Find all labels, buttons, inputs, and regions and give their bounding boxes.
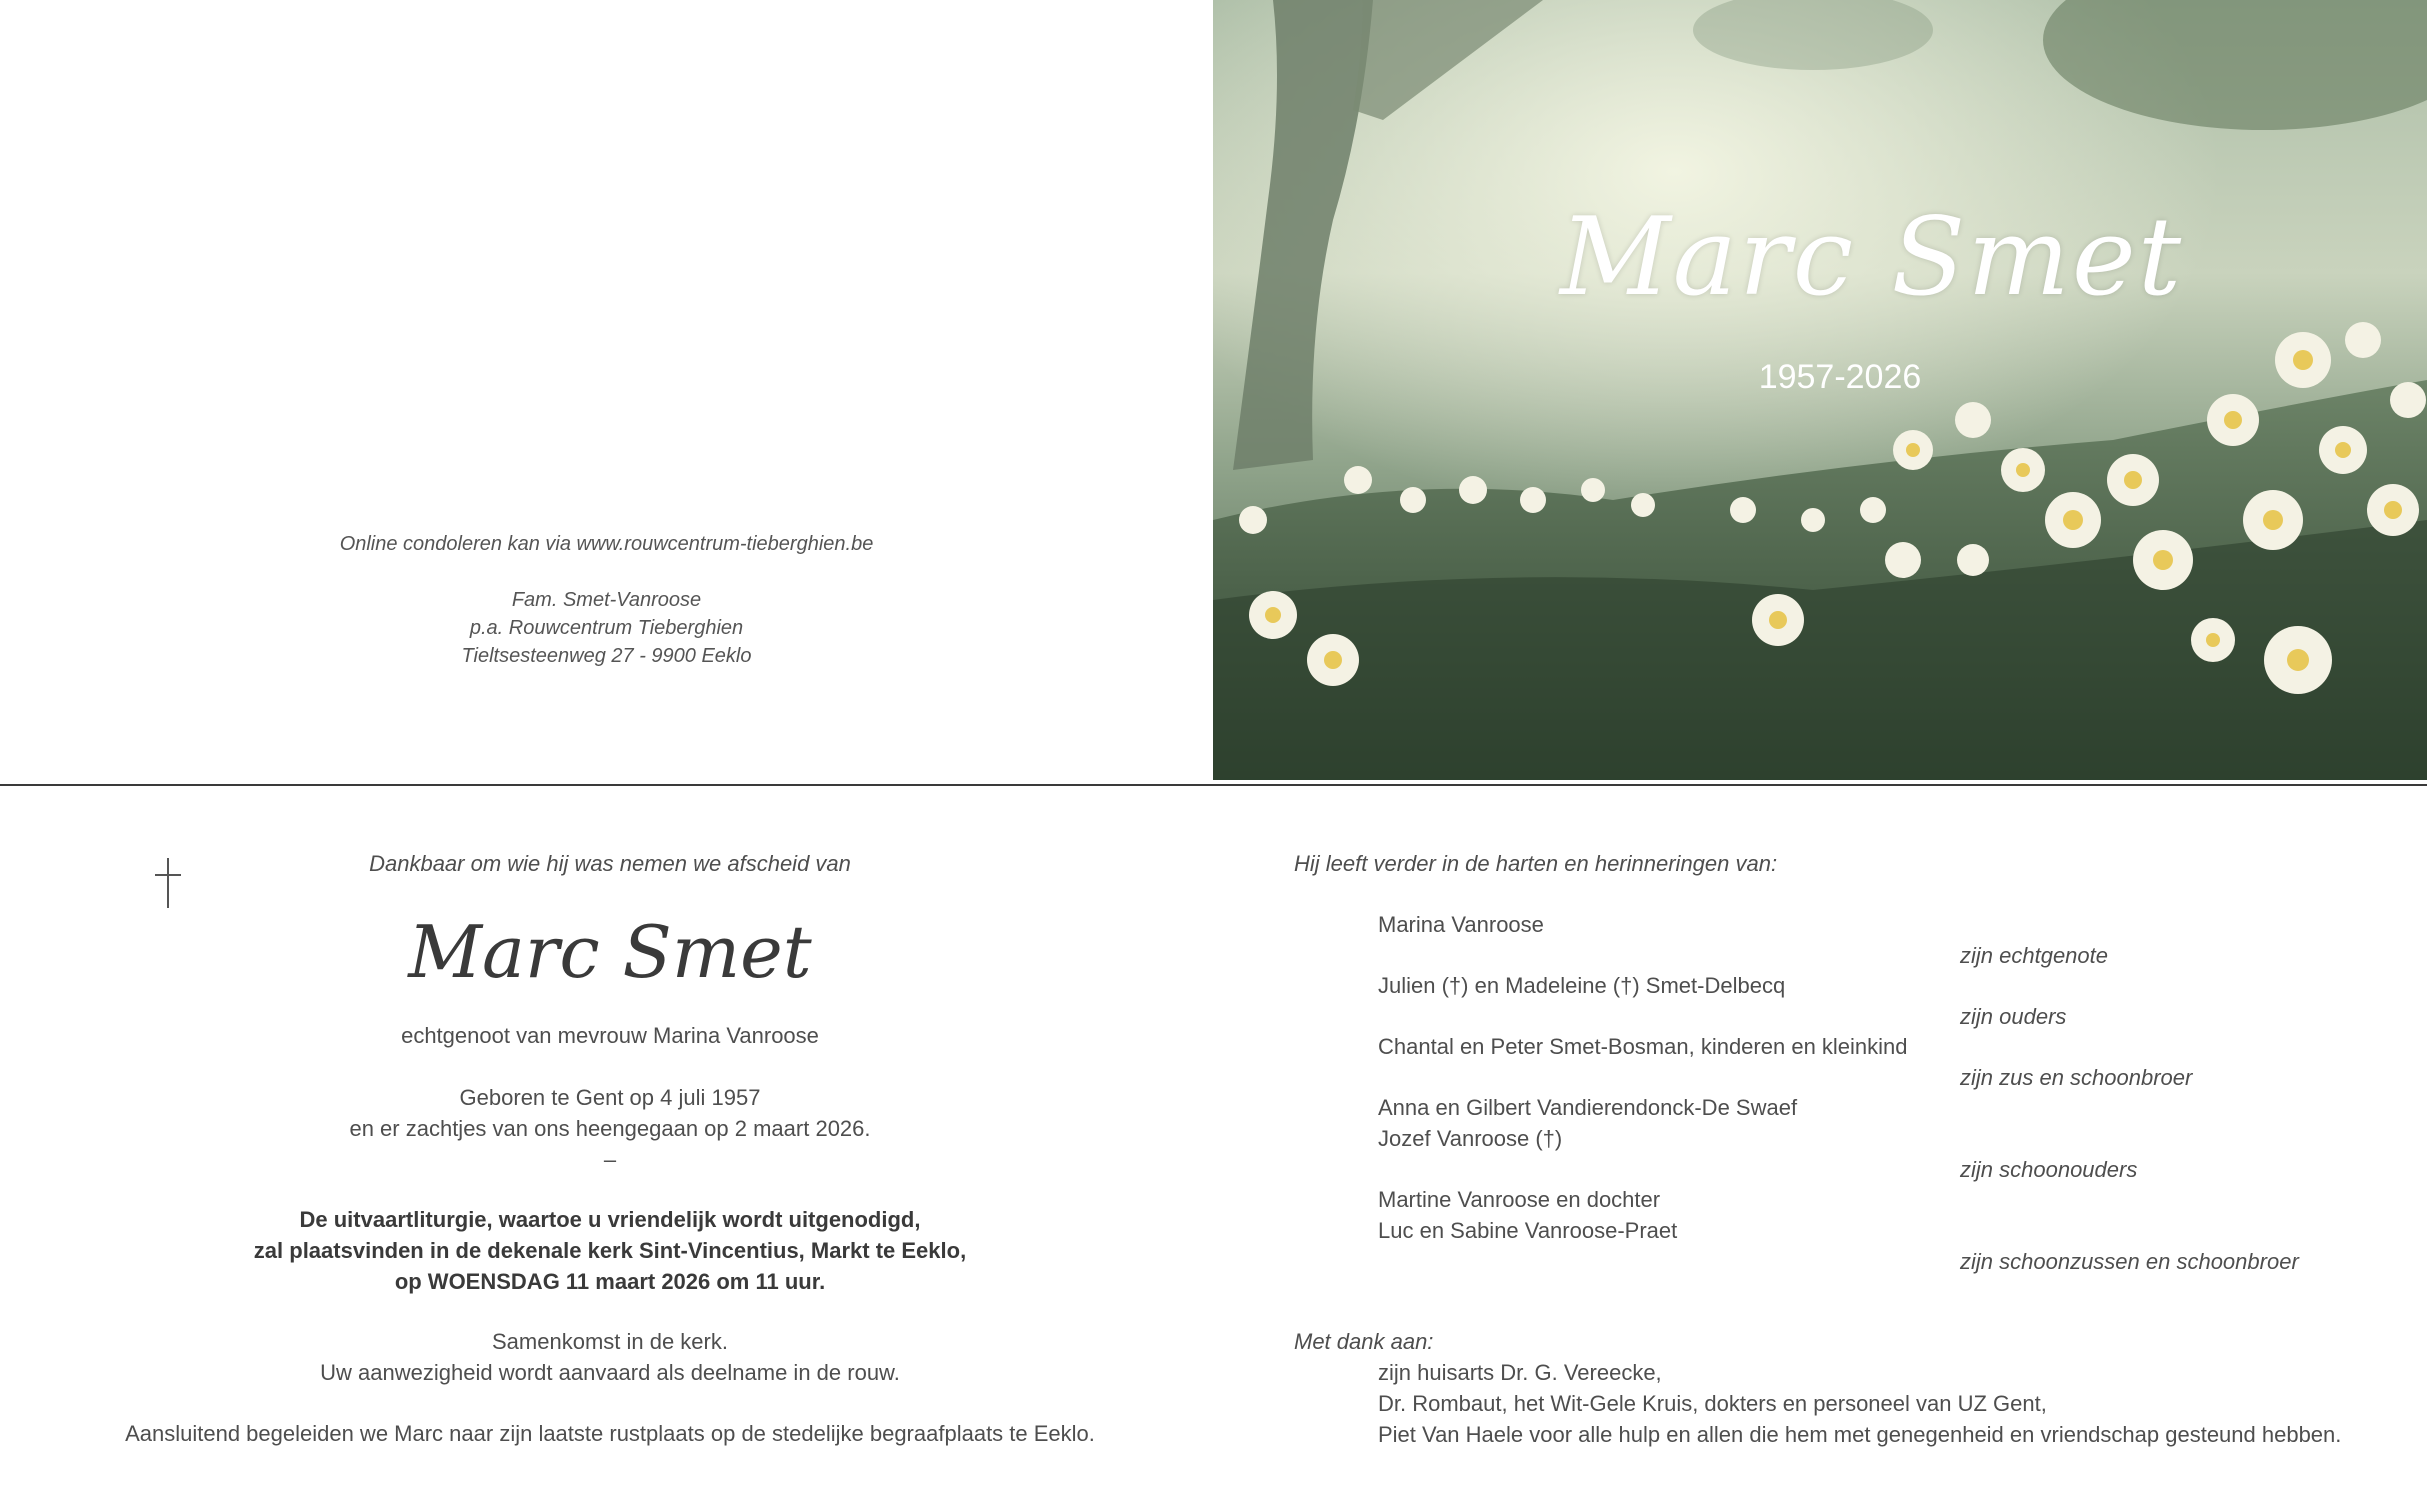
thanks-list [1378,1357,2341,1450]
remembrance-intro: Hij leeft verder in de harten en herinneringen van: [1294,851,1778,876]
contact-block [0,530,1213,670]
spouse-line: echtgenoot van mevrouw Marina Vanroose [401,1023,819,1048]
burial-line: Aansluitend begeleiden we Marc naar zijn laatste rustplaats op de stedelijke begraafplaats te Eeklo. [125,1421,1095,1446]
relation-label: zijn schoonouders [1960,1157,2138,1182]
intro-text: Dankbaar om wie hij was nemen we afscheid van [369,851,851,876]
address-line: Fam. Smet-Vanroose [511,589,702,611]
relation-label: zijn zus en schoonbroer [1960,1065,2193,1090]
life-details [0,1020,1220,1175]
service-line: De uitvaartliturgie, waartoe u vriendelijk wordt uitgenodigd, [299,1207,921,1232]
cover-years: 1957-2026 [1758,358,1922,396]
fold-divider [0,784,2427,786]
family-name: Chantal en Peter Smet-Bosman, kinderen en kleinkind [1378,1034,1908,1059]
family-name: Jozef Vanroose (†) [1378,1126,1563,1151]
thanks-line: Dr. Rombaut, het Wit-Gele Kruis, dokters en personeel van UZ Gent, [1378,1391,2047,1416]
condolence-line: Online condoleren kan via www.rouwcentrum-tieberghien.be [339,533,874,555]
gathering-line: Samenkomst in de kerk. [492,1329,728,1354]
service-line: zal plaatsvinden in de dekenale kerk Sint-Vincentius, Markt te Eeklo, [253,1238,967,1263]
separator-dash: – [603,1147,617,1172]
thanks-title: Met dank aan: [1294,1329,1434,1354]
cover-name: Marc Smet [1560,195,2184,320]
death-line: en er zachtjes van ons heengegaan op 2 maart 2026. [349,1116,871,1141]
family-names [1378,909,1938,1246]
family-name: Martine Vanroose en dochter [1378,1187,1661,1212]
service-details [0,1204,1220,1297]
service-line: op WOENSDAG 11 maart 2026 om 11 uur. [394,1269,826,1294]
family-name: Marina Vanroose [1378,912,1544,937]
deceased-name: Marc Smet [408,910,812,994]
thanks-line: zijn huisarts Dr. G. Vereecke, [1378,1360,1662,1385]
address-line: Tieltsesteenweg 27 - 9900 Eeklo [461,645,752,667]
relation-label: zijn ouders [1960,1004,2067,1029]
gathering-line: Uw aanwezigheid wordt aanvaard als deelname in de rouw. [320,1360,900,1385]
family-name: Luc en Sabine Vanroose-Praet [1378,1218,1678,1243]
thanks-line: Piet Van Haele voor alle hulp en allen die hem met genegenheid en vriendschap gesteund hebben. [1378,1422,2342,1447]
family-name: Anna en Gilbert Vandierendonck-De Swaef [1378,1095,1798,1120]
relation-label: zijn echtgenote [1960,943,2108,968]
gathering-details [0,1326,1220,1388]
birth-line: Geboren te Gent op 4 juli 1957 [459,1085,761,1110]
address-line: p.a. Rouwcentrum Tieberghien [469,617,744,639]
relation-label: zijn schoonzussen en schoonbroer [1960,1249,2299,1274]
family-name: Julien (†) en Madeleine (†) Smet-Delbecq [1378,973,1786,998]
